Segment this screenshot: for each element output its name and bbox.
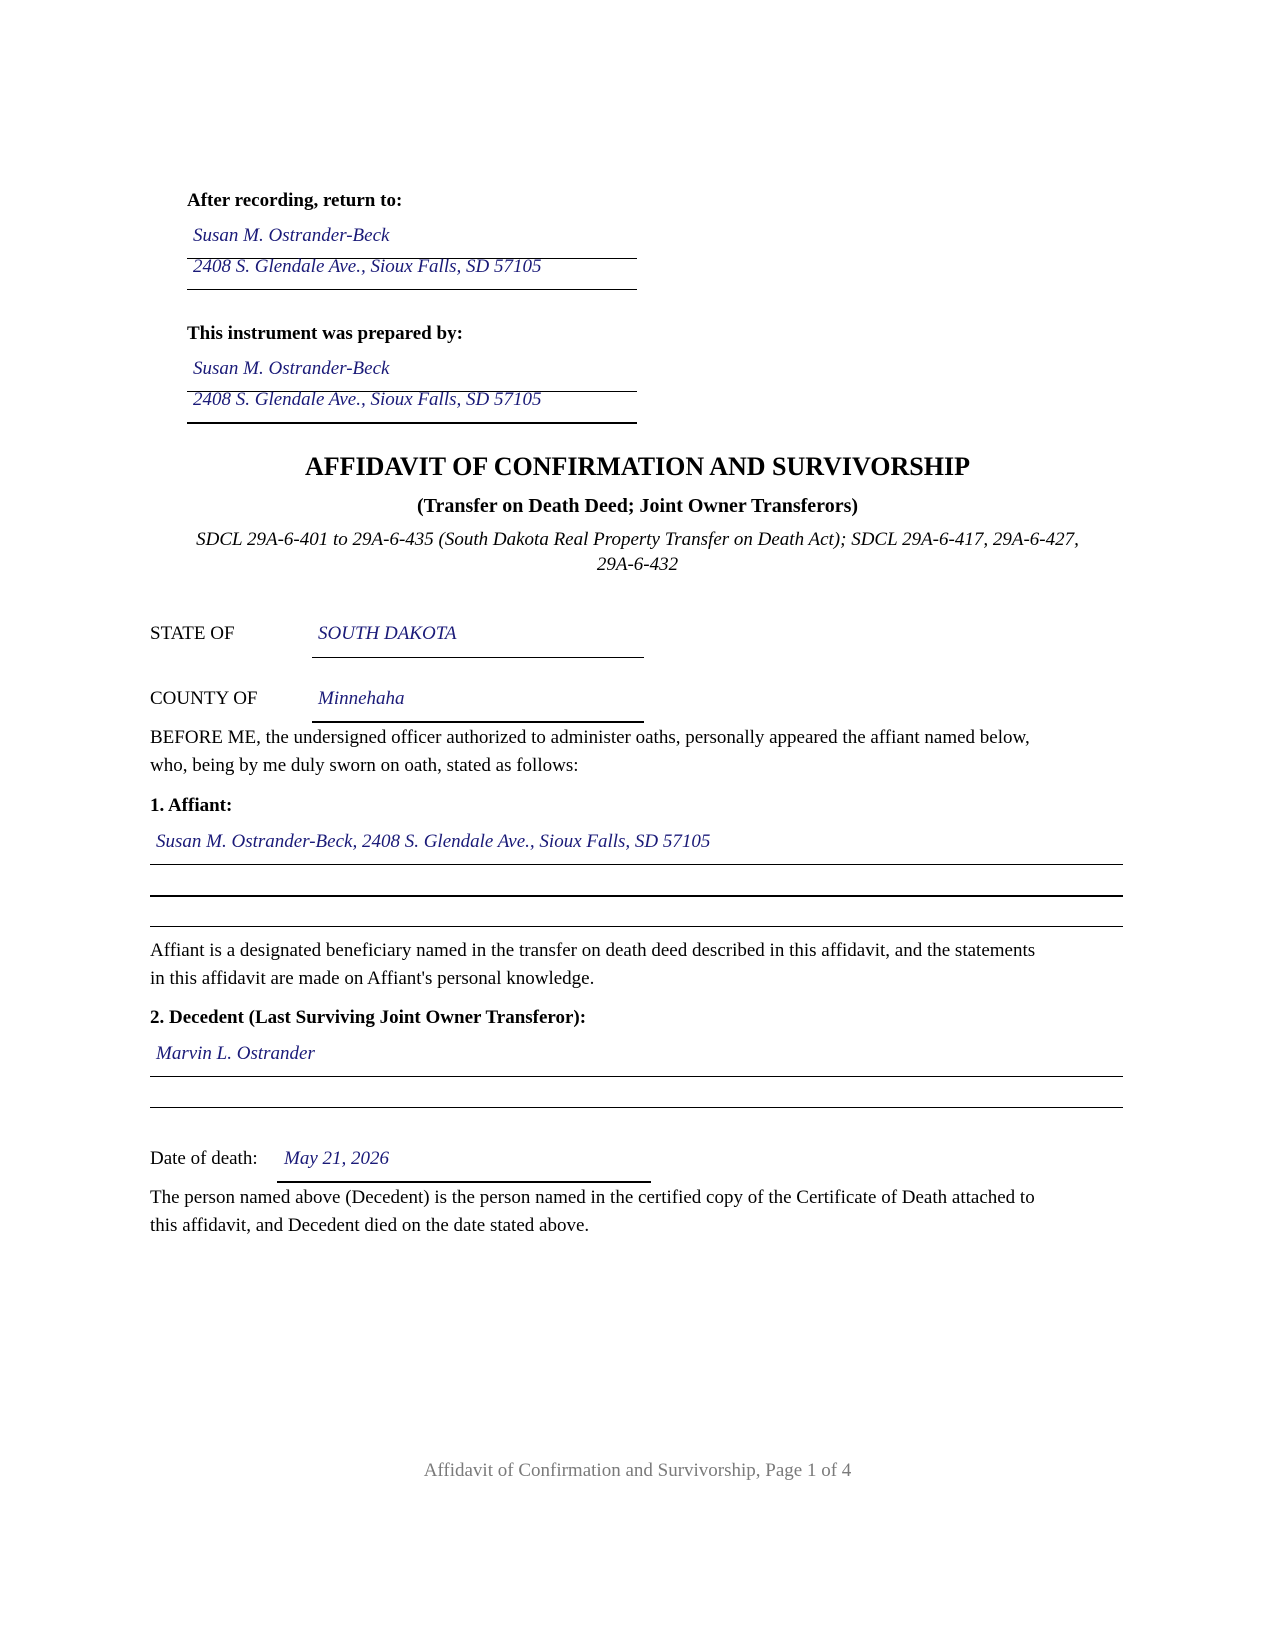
- document-subtitle: (Transfer on Death Deed; Joint Owner Transferors): [416, 495, 859, 517]
- affiant-underline-3: [150, 926, 1123, 927]
- affiant-text-line-1: Affiant is a designated beneficiary named in the transfer on death deed described in this affidavit, and the statements: [150, 940, 1036, 961]
- affiant-paragraph: [150, 937, 1035, 993]
- affiant-field[interactable]: Susan M. Ostrander-Beck, 2408 S. Glendale Ave., Sioux Falls, SD 57105: [156, 831, 711, 852]
- return-to-name-field[interactable]: Susan M. Ostrander-Beck: [193, 225, 390, 246]
- date-of-death-label: Date of death:: [150, 1148, 258, 1169]
- decedent-heading: 2. Decedent (Last Surviving Joint Owner Transferor):: [150, 1007, 587, 1028]
- county-label: COUNTY OF: [150, 688, 258, 709]
- prepared-by-address-underline: [187, 422, 637, 424]
- prepared-by-address-field[interactable]: 2408 S. Glendale Ave., Sioux Falls, SD 57105: [193, 389, 542, 410]
- decedent-underline-1: [150, 1076, 1123, 1077]
- document-title: AFFIDAVIT OF CONFIRMATION AND SURVIVORSHIP: [305, 452, 970, 481]
- return-to-address-underline: [187, 289, 637, 290]
- prepared-by-name-field[interactable]: Susan M. Ostrander-Beck: [193, 358, 390, 379]
- decedent-field[interactable]: Marvin L. Ostrander: [156, 1043, 315, 1064]
- statute-reference: [0, 527, 1275, 577]
- state-label: STATE OF: [150, 623, 235, 644]
- affiant-heading: 1. Affiant:: [150, 795, 233, 816]
- decedent-text-line-2: this affidavit, and Decedent died on the date stated above.: [150, 1215, 590, 1236]
- statute-line-1: SDCL 29A-6-401 to 29A-6-435 (South Dakota Real Property Transfer on Death Act); SDCL 29A-6-417, 29A-6-427,: [196, 529, 1079, 550]
- state-field[interactable]: SOUTH DAKOTA: [318, 623, 457, 644]
- decedent-text-line-1: The person named above (Decedent) is the person named in the certified copy of the Certificate of Death attached to: [150, 1187, 1035, 1208]
- decedent-underline-2: [150, 1107, 1123, 1108]
- return-to-heading: After recording, return to:: [187, 190, 403, 211]
- statute-line-2: 29A-6-432: [596, 554, 679, 575]
- intro-paragraph: [150, 724, 1030, 780]
- page-footer: Affidavit of Confirmation and Survivorship, Page 1 of 4: [423, 1460, 852, 1481]
- date-of-death-underline: [277, 1181, 651, 1183]
- intro-line-1: BEFORE ME, the undersigned officer authorized to administer oaths, personally appeared the affiant named below,: [150, 727, 1030, 748]
- state-underline: [312, 657, 644, 658]
- affiant-underline-1: [150, 864, 1123, 865]
- county-underline: [312, 721, 644, 723]
- date-of-death-field[interactable]: May 21, 2026: [284, 1148, 390, 1169]
- county-field[interactable]: Minnehaha: [318, 688, 405, 709]
- prepared-by-heading: This instrument was prepared by:: [187, 323, 463, 344]
- affiant-text-line-2: in this affidavit are made on Affiant's personal knowledge.: [150, 968, 595, 989]
- intro-line-2: who, being by me duly sworn on oath, stated as follows:: [150, 755, 579, 776]
- return-to-address-field[interactable]: 2408 S. Glendale Ave., Sioux Falls, SD 57105: [193, 256, 542, 277]
- decedent-paragraph: [150, 1184, 1035, 1240]
- affiant-underline-2: [150, 895, 1123, 897]
